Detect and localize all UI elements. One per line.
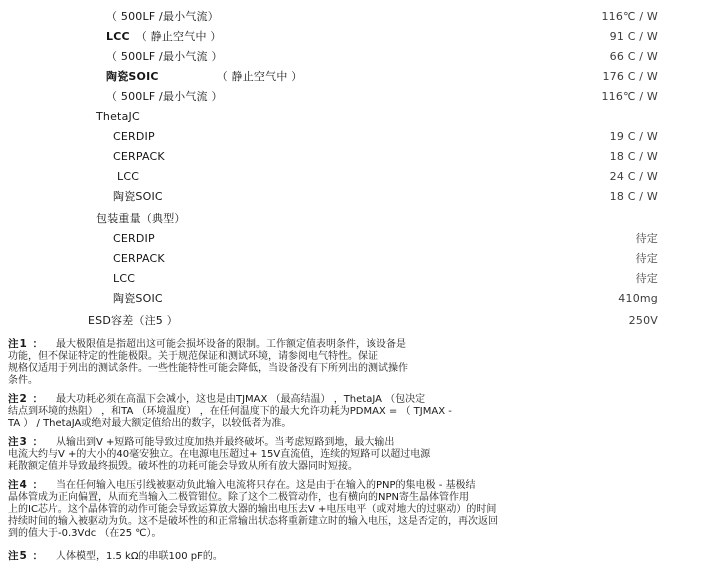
table-row xyxy=(0,46,720,66)
row-value: 18 C / W xyxy=(609,189,658,203)
row-sublabel: （ 静止空气中 ） xyxy=(216,70,303,83)
table-row xyxy=(0,228,720,248)
note-line xyxy=(8,550,712,563)
note-label: 注4 ： xyxy=(8,479,44,491)
row-value: 410mg xyxy=(618,291,658,305)
note-line: 条件。 xyxy=(8,375,38,386)
row-label: CERPACK xyxy=(113,251,165,265)
table-row xyxy=(0,106,720,126)
note-line: 电流大约与V +的大小的40毫安独立。在电源电压超过+ 15V直流值，连续的短路可以超过电源 xyxy=(8,449,431,460)
notes-section xyxy=(0,330,720,563)
row-value: 18 C / W xyxy=(609,149,658,163)
row-value: 待定 xyxy=(635,252,658,265)
table-row xyxy=(0,248,720,268)
row-label: 包装重量（典型） xyxy=(96,212,186,225)
note-paragraph xyxy=(8,550,712,563)
row-label: CERDIP xyxy=(113,231,155,245)
row-value: 66 C / W xyxy=(609,49,658,63)
row-label: 陶瓷SOIC xyxy=(106,70,159,83)
row-label: ESD容差（注5 ） xyxy=(88,314,178,327)
note-line: 晶体管成为正向偏置，从而充当输入二极管钳位。除了这个二极管动作，也有横向的NPN寄生晶体管作用 xyxy=(8,492,469,503)
note-line xyxy=(8,436,712,449)
note-text: 人体模型，1.5 kΩ的串联100 pF的。 xyxy=(55,551,223,562)
table-row xyxy=(0,26,720,46)
table-row xyxy=(0,166,720,186)
note-line xyxy=(8,393,712,406)
note-line: 结点到环境的热阻） ，和TA （环境温度） ，在任何温度下的最大允许功耗为PDMAX = （ TJMAX - xyxy=(8,406,452,417)
note-text: 从输出到V +短路可能导致过度加热并最终破坏。当考虑短路到地，最大输出 xyxy=(55,437,395,448)
row-value: 176 C / W xyxy=(602,69,658,83)
note-label: 注2 ： xyxy=(8,393,44,405)
row-label: 陶瓷SOIC xyxy=(113,190,163,203)
row-value: 待定 xyxy=(635,232,658,245)
note-line xyxy=(8,479,712,492)
row-label: ThetaJC xyxy=(96,109,140,123)
table-row xyxy=(0,66,720,86)
table-row xyxy=(0,126,720,146)
table-row xyxy=(0,208,720,228)
table-row xyxy=(0,146,720,166)
table-row xyxy=(0,6,720,26)
row-value: 待定 xyxy=(635,272,658,285)
note-line: 功能，但不保证特定的性能极限。关于规范保证和测试环境，请参阅电气特性。保证 xyxy=(8,351,378,362)
note-label: 注1 ： xyxy=(8,338,44,350)
note-paragraph xyxy=(8,338,712,387)
row-label: （ 500LF /最小气流 ） xyxy=(106,50,223,63)
row-value: 250V xyxy=(628,313,658,327)
row-label: CERDIP xyxy=(113,129,155,143)
note-paragraph xyxy=(8,479,712,540)
note-line: 到的值大于-0.3Vdc （在25 ℃）。 xyxy=(8,528,162,539)
note-paragraph xyxy=(8,393,712,430)
note-line: 上的IC芯片。这个晶体管的动作可能会导致运算放大器的输出电压去V +电压电平（或对地大的过驱动）的时间 xyxy=(8,504,497,515)
note-line: 耗散额定值并导致最终损毁。破坏性的功耗可能会导致从所有放大器同时短接。 xyxy=(8,461,358,472)
row-label: CERPACK xyxy=(113,149,165,163)
table-row xyxy=(0,86,720,106)
note-line: 持续时间的输入被驱动为负。这不是破坏性的和正常输出状态将重新建立时的输入电压，这是否定的，再次返回 xyxy=(8,516,498,527)
note-paragraph xyxy=(8,436,712,473)
row-label: LCC xyxy=(106,29,130,43)
note-line: 规格仅适用于列出的测试条件。一些性能特性可能会降低，当设备没有下所列出的测试操作 xyxy=(8,363,408,374)
note-label: 注5 ： xyxy=(8,550,44,562)
table-row xyxy=(0,268,720,288)
note-line: TA ） / ThetaJA或绝对最大额定值给出的数字，以较低者为准。 xyxy=(8,418,292,429)
table-row xyxy=(0,186,720,206)
note-line xyxy=(8,338,712,351)
table-row xyxy=(0,288,720,308)
row-label: （ 500LF /最小气流） xyxy=(106,10,219,23)
row-value: 116℃ / W xyxy=(601,9,658,23)
row-label: LCC xyxy=(117,169,140,183)
row-value: 24 C / W xyxy=(609,169,658,183)
row-value: 116℃ / W xyxy=(601,89,658,103)
row-label: （ 500LF /最小气流 ） xyxy=(106,90,223,103)
row-value: 19 C / W xyxy=(609,129,658,143)
table-row xyxy=(0,310,720,330)
row-label: 陶瓷SOIC xyxy=(113,292,163,305)
note-text: 最大极限值是指超出这可能会损坏设备的限制。工作额定值表明条件，该设备是 xyxy=(55,339,406,350)
note-label: 注3 ： xyxy=(8,436,44,448)
row-sublabel: （ 静止空气中 ） xyxy=(135,30,222,43)
note-text: 最大功耗必须在高温下会减小，这也是由TJMAX （最高结温） ，ThetaJA （包决定 xyxy=(55,394,426,405)
row-value: 91 C / W xyxy=(609,29,658,43)
row-label: LCC xyxy=(113,271,136,285)
note-text: 当在任何输入电压引线被驱动负此输入电流将只存在。这是由于在输入的PNP的集电极 - 基极结 xyxy=(55,480,476,491)
